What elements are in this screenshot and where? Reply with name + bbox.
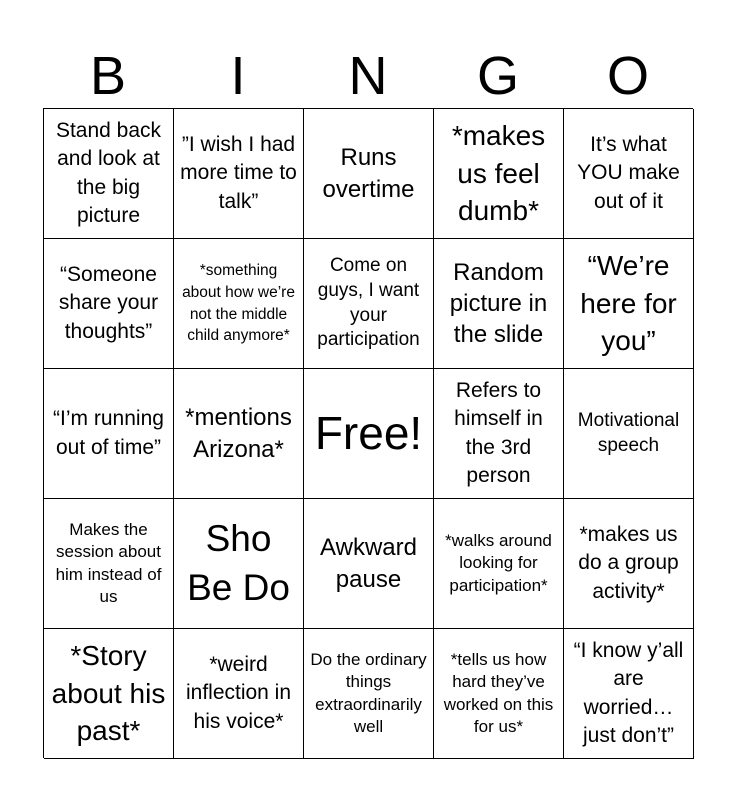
cell-text: “I know y’all are worried… just don’t” bbox=[573, 638, 684, 747]
cell-text: Awkward pause bbox=[320, 534, 417, 593]
cell-text: *something about how we’re not the middle child anymore* bbox=[182, 262, 295, 345]
bingo-cell[interactable] bbox=[564, 239, 694, 369]
cell-text: Random picture in the slide bbox=[449, 258, 548, 349]
bingo-cell[interactable] bbox=[304, 239, 434, 369]
header-letter-n: N bbox=[348, 46, 388, 106]
bingo-cell[interactable] bbox=[564, 369, 694, 499]
header-letter-g: G bbox=[476, 46, 519, 106]
bingo-cell[interactable] bbox=[174, 239, 304, 369]
cell-text: “We’re here for you” bbox=[580, 249, 677, 357]
free-space-cell[interactable] bbox=[304, 369, 434, 499]
cell-text: Do the ordinary things extraordinarily well bbox=[310, 650, 427, 736]
cell-text: *walks around looking for participation* bbox=[445, 531, 552, 595]
bingo-cell[interactable] bbox=[564, 499, 694, 629]
cell-text: *Story about his past* bbox=[51, 639, 166, 747]
bingo-cell[interactable] bbox=[44, 499, 174, 629]
bingo-cell[interactable] bbox=[434, 499, 564, 629]
bingo-cell[interactable] bbox=[304, 629, 434, 759]
bingo-cell[interactable] bbox=[564, 629, 694, 759]
header-letter-b: B bbox=[89, 46, 127, 106]
bingo-cell[interactable] bbox=[44, 369, 174, 499]
cell-text: *makes us do a group activity* bbox=[578, 522, 679, 603]
cell-text: ”I wish I had more time to talk” bbox=[180, 132, 297, 213]
bingo-cell[interactable] bbox=[434, 369, 564, 499]
cell-text: Come on guys, I want your participation bbox=[317, 255, 420, 351]
cell-text: It’s what YOU make out of it bbox=[577, 132, 680, 213]
header-letter-o: O bbox=[606, 46, 649, 106]
cell-text: *weird inflection in his voice* bbox=[185, 652, 292, 733]
cell-text: Stand back and look at the big picture bbox=[55, 118, 162, 227]
cell-text: Sho Be Do bbox=[187, 518, 290, 608]
cell-text: “I’m running out of time” bbox=[53, 407, 164, 459]
bingo-cell[interactable] bbox=[44, 239, 174, 369]
bingo-cell[interactable] bbox=[44, 109, 174, 239]
cell-text: “Someone share your thoughts” bbox=[58, 262, 159, 343]
bingo-cell[interactable] bbox=[434, 109, 564, 239]
bingo-cell[interactable] bbox=[44, 629, 174, 759]
bingo-cell[interactable] bbox=[304, 499, 434, 629]
bingo-cell[interactable] bbox=[434, 629, 564, 759]
cell-text: Motivational speech bbox=[577, 409, 680, 456]
header-letter-i: I bbox=[230, 46, 246, 106]
bingo-cell[interactable] bbox=[434, 239, 564, 369]
cell-text: Refers to himself in the 3rd person bbox=[454, 378, 543, 487]
bingo-cell[interactable] bbox=[564, 109, 694, 239]
bingo-header bbox=[43, 44, 693, 108]
bingo-cell[interactable] bbox=[174, 369, 304, 499]
cell-text: Free! bbox=[314, 407, 423, 460]
cell-text: *makes us feel dumb* bbox=[451, 119, 546, 227]
cell-text: *tells us how hard they’ve worked on this for us* bbox=[443, 650, 554, 736]
cell-text: *mentions Arizona* bbox=[185, 404, 292, 463]
bingo-cell[interactable] bbox=[174, 499, 304, 629]
cell-text: Runs overtime bbox=[322, 144, 415, 203]
bingo-cell[interactable] bbox=[174, 109, 304, 239]
bingo-cell[interactable] bbox=[304, 109, 434, 239]
cell-text: Makes the session about him instead of us bbox=[55, 520, 162, 606]
bingo-cell[interactable] bbox=[174, 629, 304, 759]
bingo-board bbox=[43, 108, 693, 758]
